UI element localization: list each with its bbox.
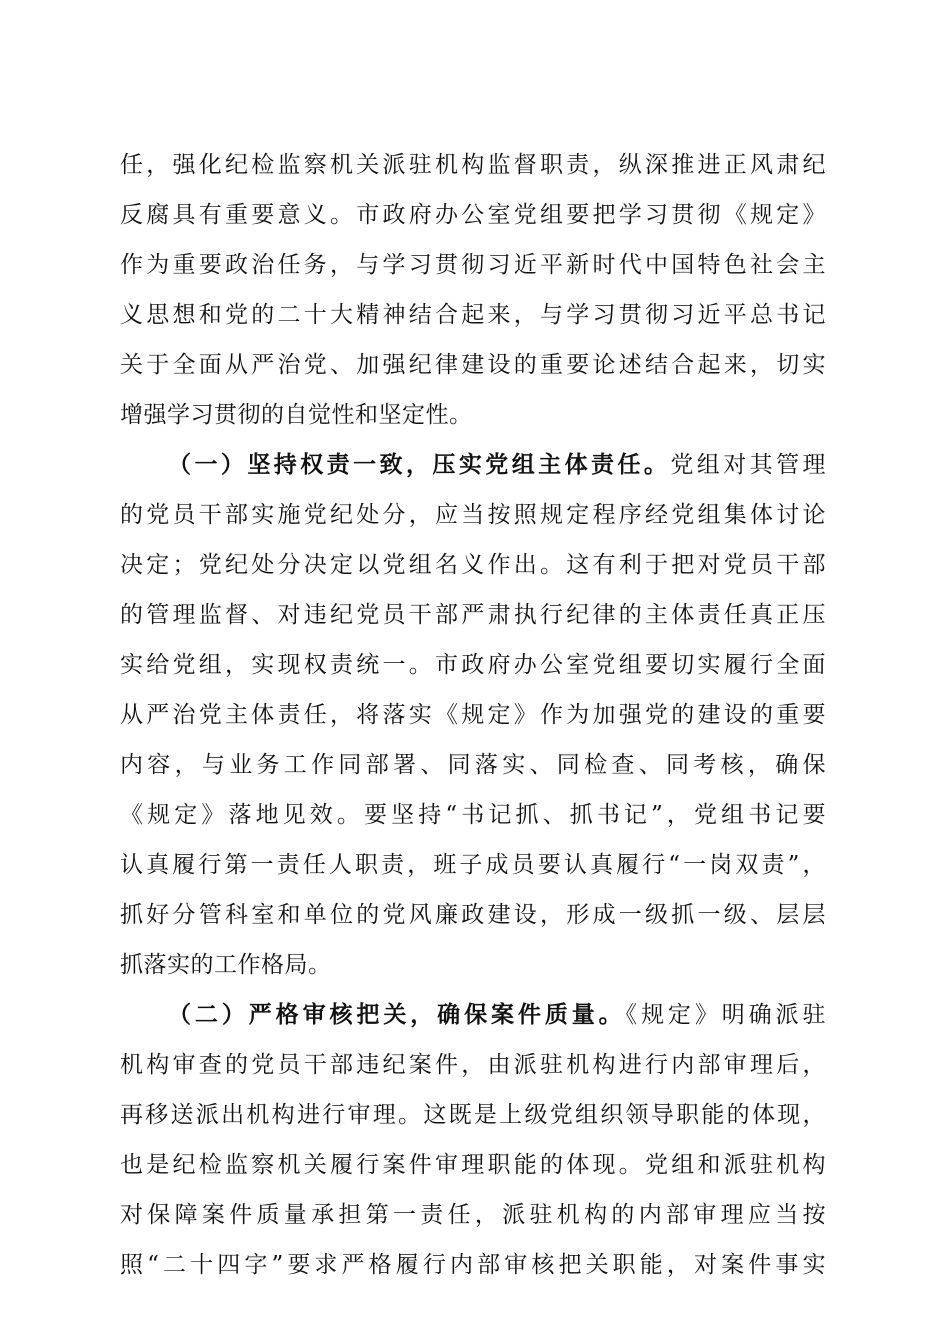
text-line: 认真履行第一责任人职责，班子成员要认真履行“一岗双责”，	[120, 852, 826, 878]
text-line: 从严治党主体责任，将落实《规定》作为加强党的建设的重要	[120, 702, 826, 728]
section-heading: （二）严格审核把关，确保案件质量。	[168, 1002, 626, 1028]
text-line: 再移送派出机构进行审理。这既是上级党组织领导职能的体现，	[120, 1102, 826, 1128]
text-line: 任，强化纪检监察机关派驻机构监督职责，纵深推进正风肃纪	[120, 152, 826, 178]
document-body	[120, 140, 826, 1290]
text-line: 决定；党纪处分决定以党组名义作出。这有利于把对党员干部	[120, 552, 826, 578]
text-line: 机构审查的党员干部违纪案件，由派驻机构进行内部审理后，	[120, 1052, 826, 1078]
text-line: 也是纪检监察机关履行案件审理职能的体现。党组和派驻机构	[120, 1152, 826, 1178]
text-line: 《规定》落地见效。要坚持“书记抓、抓书记”，党组书记要	[120, 802, 826, 828]
text-line: 内容，与业务工作同部署、同落实、同检查、同考核，确保	[120, 752, 826, 778]
text-line: 义思想和党的二十大精神结合起来，与学习贯彻习近平总书记	[120, 302, 826, 328]
text-line: 的党员干部实施党纪处分，应当按照规定程序经党组集体讨论	[120, 502, 826, 528]
text-line: 抓落实的工作格局。	[120, 952, 332, 978]
section-heading: （一）坚持权责一致，压实党组主体责任。	[168, 452, 671, 478]
text-line: 的管理监督、对违纪党员干部严肃执行纪律的主体责任真正压	[120, 602, 826, 628]
paragraph-3	[120, 990, 826, 1290]
heading-continuation: 党组对其管理	[670, 452, 826, 478]
text-line: 抓好分管科室和单位的党风廉政建设，形成一级抓一级、层层	[120, 902, 826, 928]
heading-continuation: 《规定》明确派驻	[625, 1002, 826, 1028]
text-line-first	[120, 440, 826, 490]
paragraph-1	[120, 140, 826, 440]
text-line: 照“二十四字”要求严格履行内部审核把关职能，对案件事实	[120, 1252, 826, 1278]
text-line-first	[120, 990, 826, 1040]
text-line: 反腐具有重要意义。市政府办公室党组要把学习贯彻《规定》	[120, 202, 826, 228]
text-line: 实给党组，实现权责统一。市政府办公室党组要切实履行全面	[120, 652, 826, 678]
text-line: 作为重要政治任务，与学习贯彻习近平新时代中国特色社会主	[120, 252, 826, 278]
text-line: 对保障案件质量承担第一责任，派驻机构的内部审理应当按	[120, 1202, 826, 1228]
paragraph-2	[120, 440, 826, 990]
text-line: 增强学习贯彻的自觉性和坚定性。	[120, 402, 473, 428]
text-line: 关于全面从严治党、加强纪律建设的重要论述结合起来，切实	[120, 352, 826, 378]
